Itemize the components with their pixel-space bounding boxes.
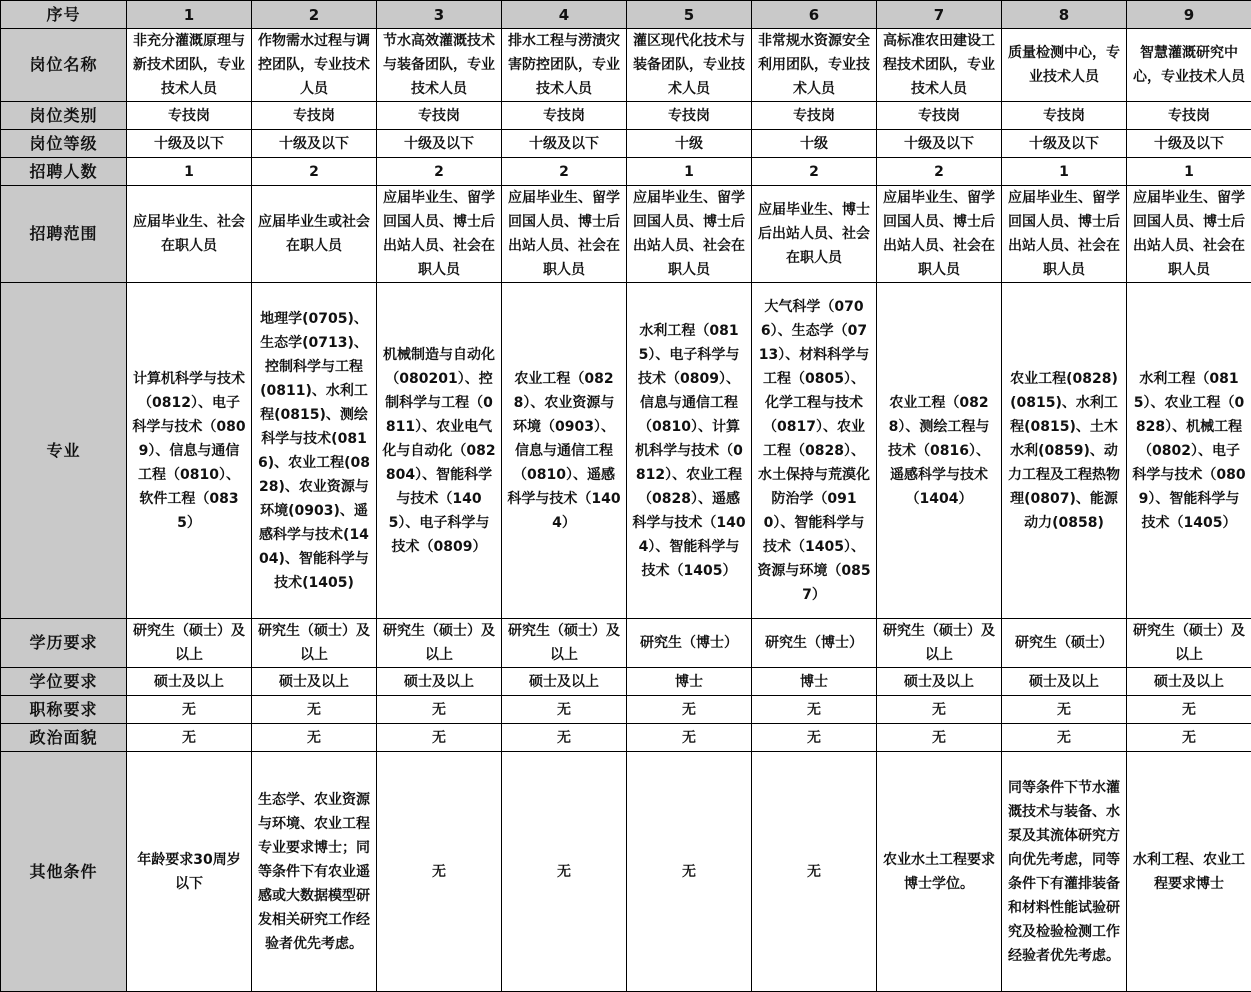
- cell-post-name-7: 高标准农田建设工程技术团队，专业技术人员: [877, 29, 1002, 102]
- cell-scope-1: 应届毕业生、社会在职人员: [127, 186, 252, 283]
- cell-headcount-7: 2: [877, 158, 1002, 186]
- cell-seq-1: 1: [127, 1, 252, 29]
- row-major: [1, 283, 1251, 619]
- cell-title-req-4: 无: [502, 696, 627, 724]
- row-label-grade: 岗位等级: [1, 130, 127, 158]
- cell-major-3: 机械制造与自动化（080201）、控制科学与工程（0811）、农业电气化与自动化（082804）、智能科学与技术（1405）、电子科学与技术（0809）: [377, 283, 502, 619]
- cell-headcount-5: 1: [627, 158, 752, 186]
- cell-seq-9: 9: [1127, 1, 1251, 29]
- cell-scope-4: 应届毕业生、留学回国人员、博士后出站人员、社会在职人员: [502, 186, 627, 283]
- cell-other-4: 无: [502, 752, 627, 992]
- row-other: [1, 752, 1251, 992]
- row-label-political: 政治面貌: [1, 724, 127, 752]
- cell-other-1: 年龄要求30周岁以下: [127, 752, 252, 992]
- cell-headcount-6: 2: [752, 158, 877, 186]
- cell-grade-6: 十级: [752, 130, 877, 158]
- cell-other-9: 水利工程、农业工程要求博士: [1127, 752, 1251, 992]
- cell-seq-6: 6: [752, 1, 877, 29]
- cell-education-8: 研究生（硕士）: [1002, 619, 1127, 668]
- cell-scope-2: 应届毕业生或社会在职人员: [252, 186, 377, 283]
- cell-education-4: 研究生（硕士）及以上: [502, 619, 627, 668]
- cell-post-name-2: 作物需水过程与调控团队，专业技术人员: [252, 29, 377, 102]
- cell-headcount-3: 2: [377, 158, 502, 186]
- cell-major-7: 农业工程（0828）、测绘工程与技术（0816）、遥感科学与技术（1404）: [877, 283, 1002, 619]
- cell-post-name-6: 非常规水资源安全利用团队，专业技术人员: [752, 29, 877, 102]
- row-headcount: [1, 158, 1251, 186]
- cell-education-6: 研究生（博士）: [752, 619, 877, 668]
- cell-other-6: 无: [752, 752, 877, 992]
- row-label-headcount: 招聘人数: [1, 158, 127, 186]
- cell-title-req-2: 无: [252, 696, 377, 724]
- cell-grade-1: 十级及以下: [127, 130, 252, 158]
- cell-degree-7: 硕士及以上: [877, 668, 1002, 696]
- row-label-title-req: 职称要求: [1, 696, 127, 724]
- row-label-other: 其他条件: [1, 752, 127, 992]
- cell-scope-3: 应届毕业生、留学回国人员、博士后出站人员、社会在职人员: [377, 186, 502, 283]
- cell-degree-6: 博士: [752, 668, 877, 696]
- cell-post-name-4: 排水工程与涝渍灾害防控团队，专业技术人员: [502, 29, 627, 102]
- cell-category-3: 专技岗: [377, 102, 502, 130]
- cell-political-3: 无: [377, 724, 502, 752]
- cell-headcount-1: 1: [127, 158, 252, 186]
- cell-political-9: 无: [1127, 724, 1251, 752]
- cell-title-req-9: 无: [1127, 696, 1251, 724]
- row-label-education: 学历要求: [1, 619, 127, 668]
- cell-category-1: 专技岗: [127, 102, 252, 130]
- cell-seq-5: 5: [627, 1, 752, 29]
- cell-category-5: 专技岗: [627, 102, 752, 130]
- cell-major-8: 农业工程(0828)(0815)、水利工程(0815)、土木水利(0859)、动力工程及工程热物理(0807)、能源动力(0858): [1002, 283, 1127, 619]
- cell-other-8: 同等条件下节水灌溉技术与装备、水泵及其流体研究方向优先考虑，同等条件下有灌排装备和材料性能试验研究及检验检测工作经验者优先考虑。: [1002, 752, 1127, 992]
- row-category: [1, 102, 1251, 130]
- row-label-major: 专业: [1, 283, 127, 619]
- cell-education-3: 研究生（硕士）及以上: [377, 619, 502, 668]
- cell-major-5: 水利工程（0815）、电子科学与技术（0809）、信息与通信工程（0810）、计算机科学与技术（0812）、农业工程（0828）、遥感科学与技术（1404）、智能科学与技术（1405）: [627, 283, 752, 619]
- cell-major-4: 农业工程（0828）、农业资源与环境（0903）、信息与通信工程（0810）、遥感科学与技术（1404）: [502, 283, 627, 619]
- cell-post-name-5: 灌区现代化技术与装备团队，专业技术人员: [627, 29, 752, 102]
- cell-seq-7: 7: [877, 1, 1002, 29]
- cell-title-req-5: 无: [627, 696, 752, 724]
- cell-headcount-2: 2: [252, 158, 377, 186]
- cell-category-8: 专技岗: [1002, 102, 1127, 130]
- cell-grade-5: 十级: [627, 130, 752, 158]
- row-label-degree: 学位要求: [1, 668, 127, 696]
- cell-major-1: 计算机科学与技术（0812）、电子科学与技术（0809）、信息与通信工程（0810）、软件工程（0835）: [127, 283, 252, 619]
- row-degree: [1, 668, 1251, 696]
- cell-major-9: 水利工程（0815）、农业工程（0828）、机械工程（0802）、电子科学与技术（0809）、智能科学与技术（1405）: [1127, 283, 1251, 619]
- cell-major-2: 地理学(0705)、生态学(0713)、控制科学与工程(0811)、水利工程(0815)、测绘科学与技术(0816)、农业工程(0828)、农业资源与环境(0903)、遥感科学与技术(1404)、智能科学与技术(1405): [252, 283, 377, 619]
- cell-political-8: 无: [1002, 724, 1127, 752]
- cell-grade-3: 十级及以下: [377, 130, 502, 158]
- cell-headcount-9: 1: [1127, 158, 1251, 186]
- row-label-post-name: 岗位名称: [1, 29, 127, 102]
- table-body: [1, 1, 1251, 992]
- cell-major-6: 大气科学（0706）、生态学（0713）、材料科学与工程（0805）、化学工程与技术（0817）、农业工程（0828）、水土保持与荒漠化防治学（0910）、智能科学与技术（1405）、资源与环境（0857）: [752, 283, 877, 619]
- row-seq: [1, 1, 1251, 29]
- row-post-name: [1, 29, 1251, 102]
- cell-post-name-3: 节水高效灌溉技术与装备团队，专业技术人员: [377, 29, 502, 102]
- cell-education-7: 研究生（硕士）及以上: [877, 619, 1002, 668]
- cell-title-req-1: 无: [127, 696, 252, 724]
- row-education: [1, 619, 1251, 668]
- cell-category-6: 专技岗: [752, 102, 877, 130]
- row-title-req: [1, 696, 1251, 724]
- cell-grade-9: 十级及以下: [1127, 130, 1251, 158]
- cell-headcount-4: 2: [502, 158, 627, 186]
- cell-category-7: 专技岗: [877, 102, 1002, 130]
- cell-category-2: 专技岗: [252, 102, 377, 130]
- cell-grade-2: 十级及以下: [252, 130, 377, 158]
- cell-political-5: 无: [627, 724, 752, 752]
- cell-title-req-7: 无: [877, 696, 1002, 724]
- cell-other-5: 无: [627, 752, 752, 992]
- cell-political-1: 无: [127, 724, 252, 752]
- cell-education-5: 研究生（博士）: [627, 619, 752, 668]
- cell-degree-2: 硕士及以上: [252, 668, 377, 696]
- cell-scope-6: 应届毕业生、博士后出站人员、社会在职人员: [752, 186, 877, 283]
- cell-post-name-8: 质量检测中心，专业技术人员: [1002, 29, 1127, 102]
- cell-category-9: 专技岗: [1127, 102, 1251, 130]
- cell-education-9: 研究生（硕士）及以上: [1127, 619, 1251, 668]
- cell-headcount-8: 1: [1002, 158, 1127, 186]
- cell-degree-1: 硕士及以上: [127, 668, 252, 696]
- cell-post-name-9: 智慧灌溉研究中心，专业技术人员: [1127, 29, 1251, 102]
- cell-scope-7: 应届毕业生、留学回国人员、博士后出站人员、社会在职人员: [877, 186, 1002, 283]
- cell-category-4: 专技岗: [502, 102, 627, 130]
- cell-education-1: 研究生（硕士）及以上: [127, 619, 252, 668]
- cell-degree-5: 博士: [627, 668, 752, 696]
- cell-seq-4: 4: [502, 1, 627, 29]
- cell-degree-8: 硕士及以上: [1002, 668, 1127, 696]
- row-scope: [1, 186, 1251, 283]
- cell-title-req-6: 无: [752, 696, 877, 724]
- cell-grade-4: 十级及以下: [502, 130, 627, 158]
- cell-political-7: 无: [877, 724, 1002, 752]
- cell-degree-3: 硕士及以上: [377, 668, 502, 696]
- row-label-scope: 招聘范围: [1, 186, 127, 283]
- cell-scope-8: 应届毕业生、留学回国人员、博士后出站人员、社会在职人员: [1002, 186, 1127, 283]
- row-label-seq: 序号: [1, 1, 127, 29]
- cell-other-2: 生态学、农业资源与环境、农业工程专业要求博士；同等条件下有农业遥感或大数据模型研发相关研究工作经验者优先考虑。: [252, 752, 377, 992]
- cell-other-7: 农业水土工程要求博士学位。: [877, 752, 1002, 992]
- cell-political-4: 无: [502, 724, 627, 752]
- cell-scope-5: 应届毕业生、留学回国人员、博士后出站人员、社会在职人员: [627, 186, 752, 283]
- cell-degree-4: 硕士及以上: [502, 668, 627, 696]
- row-label-category: 岗位类别: [1, 102, 127, 130]
- cell-political-6: 无: [752, 724, 877, 752]
- cell-degree-9: 硕士及以上: [1127, 668, 1251, 696]
- cell-education-2: 研究生（硕士）及以上: [252, 619, 377, 668]
- cell-grade-8: 十级及以下: [1002, 130, 1127, 158]
- row-political: [1, 724, 1251, 752]
- row-grade: [1, 130, 1251, 158]
- cell-political-2: 无: [252, 724, 377, 752]
- cell-title-req-3: 无: [377, 696, 502, 724]
- cell-seq-8: 8: [1002, 1, 1127, 29]
- cell-grade-7: 十级及以下: [877, 130, 1002, 158]
- cell-post-name-1: 非充分灌溉原理与新技术团队，专业技术人员: [127, 29, 252, 102]
- cell-title-req-8: 无: [1002, 696, 1127, 724]
- cell-scope-9: 应届毕业生、留学回国人员、博士后出站人员、社会在职人员: [1127, 186, 1251, 283]
- cell-other-3: 无: [377, 752, 502, 992]
- cell-seq-3: 3: [377, 1, 502, 29]
- cell-seq-2: 2: [252, 1, 377, 29]
